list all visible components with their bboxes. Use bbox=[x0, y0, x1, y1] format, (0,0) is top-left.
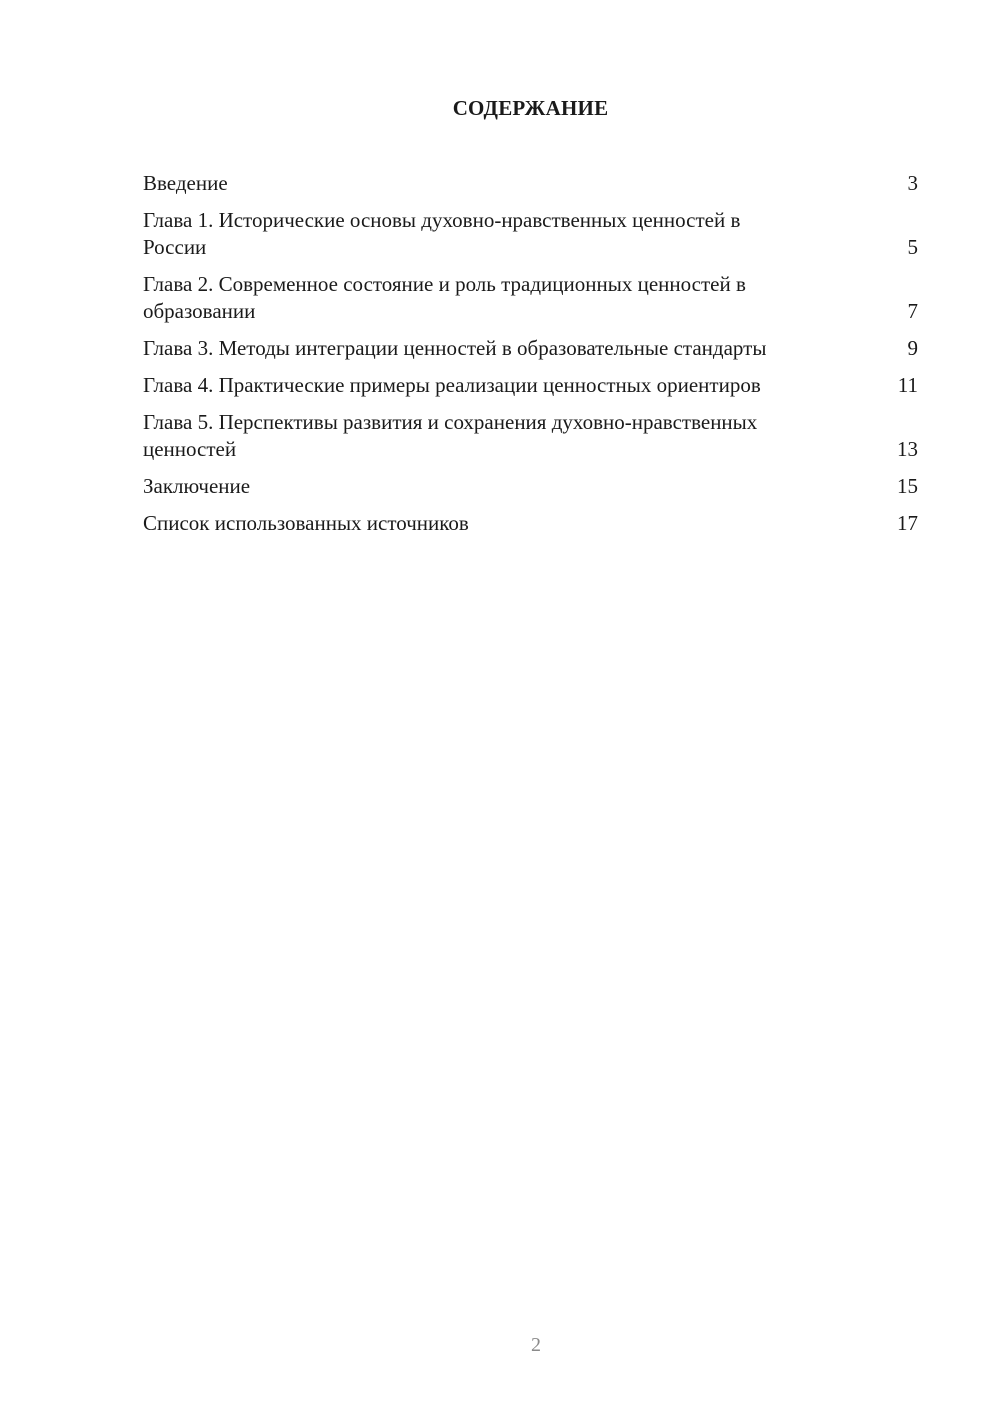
toc-entry-conclusion[interactable] bbox=[143, 473, 918, 500]
toc-entry-page: 11 bbox=[897, 373, 918, 397]
toc-entry-chapter-3[interactable] bbox=[143, 335, 918, 362]
toc-entry-chapter-2[interactable] bbox=[143, 271, 918, 325]
page-number: 2 bbox=[531, 1334, 541, 1356]
toc-entry-page: 5 bbox=[907, 235, 918, 259]
toc-entry-chapter-1[interactable] bbox=[143, 207, 918, 261]
toc-entry-page: 3 bbox=[907, 171, 918, 195]
toc-entry-title: Глава 5. Перспективы развития и сохранения духовно-нравственных ценностей bbox=[143, 410, 758, 461]
toc-entry-page: 7 bbox=[907, 299, 918, 323]
toc-entry-title: Глава 2. Современное состояние и роль традиционных ценностей в образовании bbox=[143, 272, 746, 323]
toc-entry-references[interactable] bbox=[143, 510, 918, 537]
toc-entry-title: Глава 1. Исторические основы духовно-нравственных ценностей в России bbox=[143, 208, 741, 259]
toc-entry-title: Список использованных источников bbox=[143, 511, 469, 535]
toc-entry-page: 13 bbox=[897, 437, 918, 461]
toc-entry-introduction[interactable] bbox=[143, 170, 918, 197]
toc-entry-page: 17 bbox=[897, 511, 918, 535]
toc-entry-title: Заключение bbox=[143, 474, 251, 498]
toc-entry-chapter-4[interactable] bbox=[143, 372, 918, 399]
toc-heading: СОДЕРЖАНИЕ bbox=[452, 96, 609, 120]
toc-entry-title: Глава 4. Практические примеры реализации ценностных ориентиров bbox=[143, 373, 761, 397]
toc-entry-chapter-5[interactable] bbox=[143, 409, 918, 463]
toc-entry-title: Глава 3. Методы интеграции ценностей в образовательные стандарты bbox=[143, 336, 767, 360]
toc-entry-page: 15 bbox=[897, 474, 918, 498]
table-of-contents bbox=[143, 170, 918, 547]
toc-entry-page: 9 bbox=[907, 336, 918, 360]
toc-entry-title: Введение bbox=[143, 171, 228, 195]
